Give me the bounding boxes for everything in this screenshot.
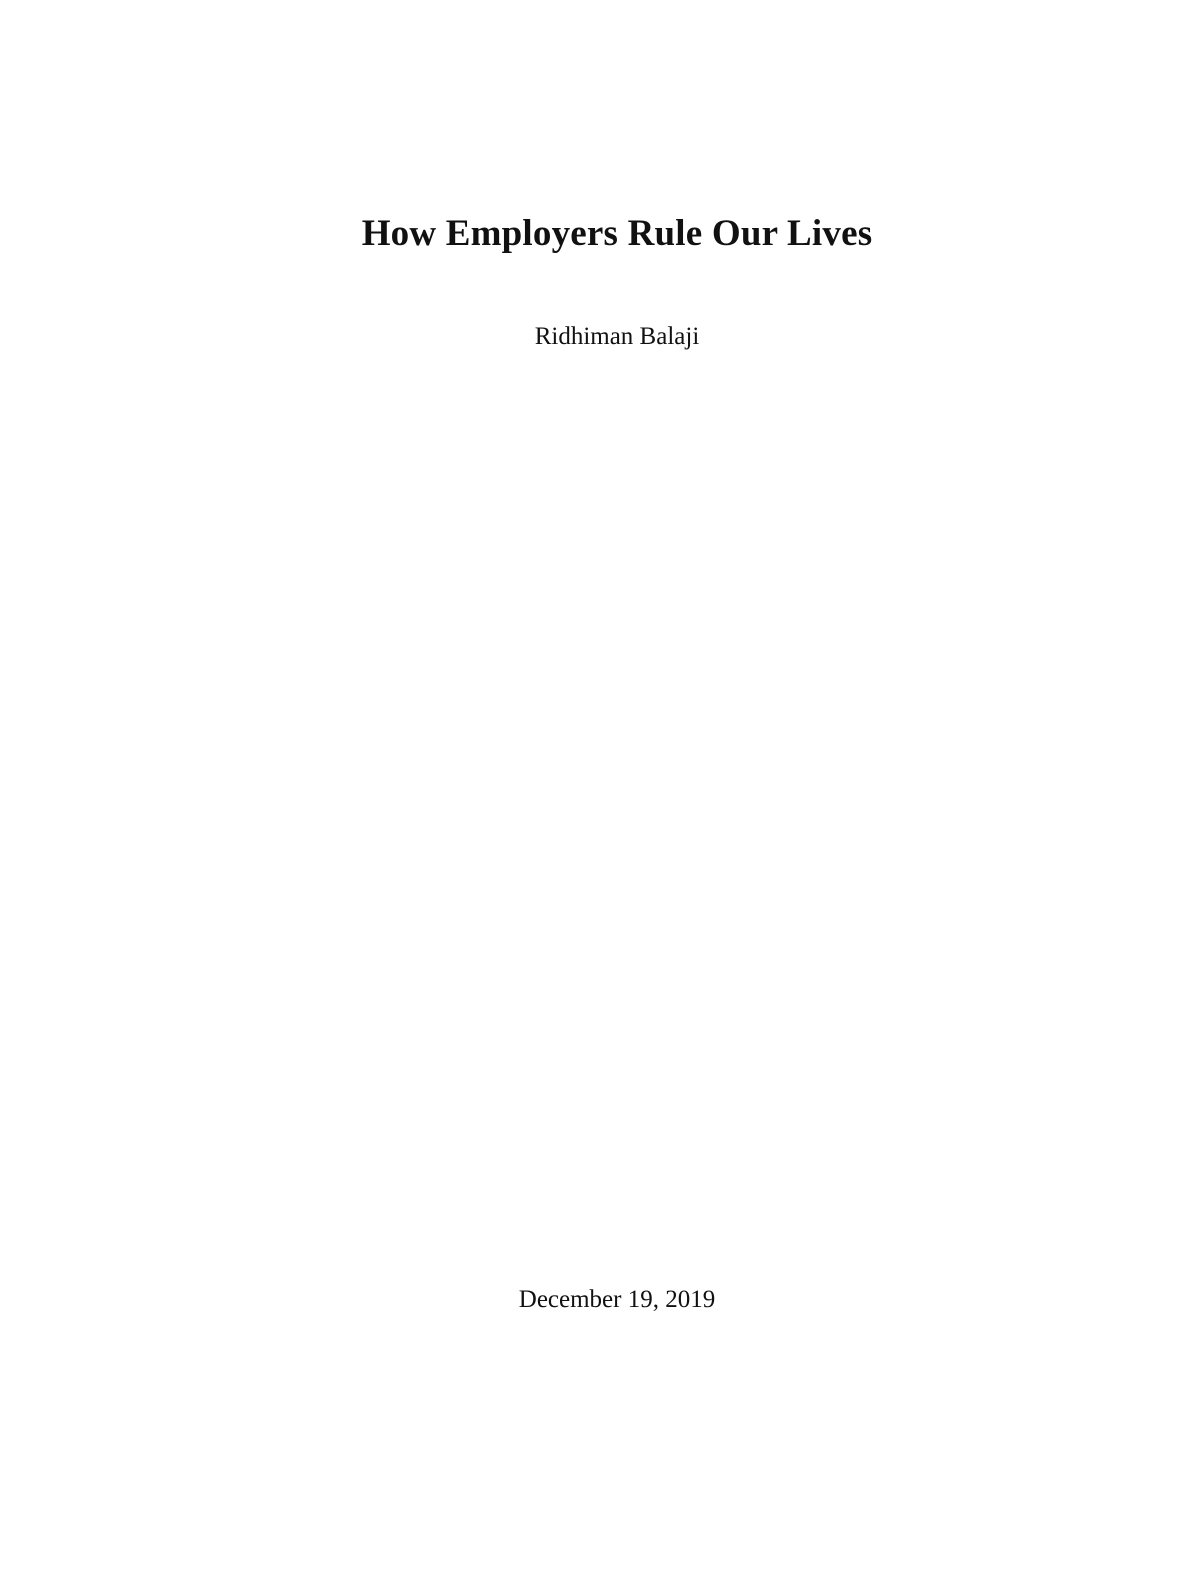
document-date: December 19, 2019 [518,1286,716,1313]
document-title: How Employers Rule Our Lives [361,213,873,254]
document-author: Ridhiman Balaji [534,323,700,350]
